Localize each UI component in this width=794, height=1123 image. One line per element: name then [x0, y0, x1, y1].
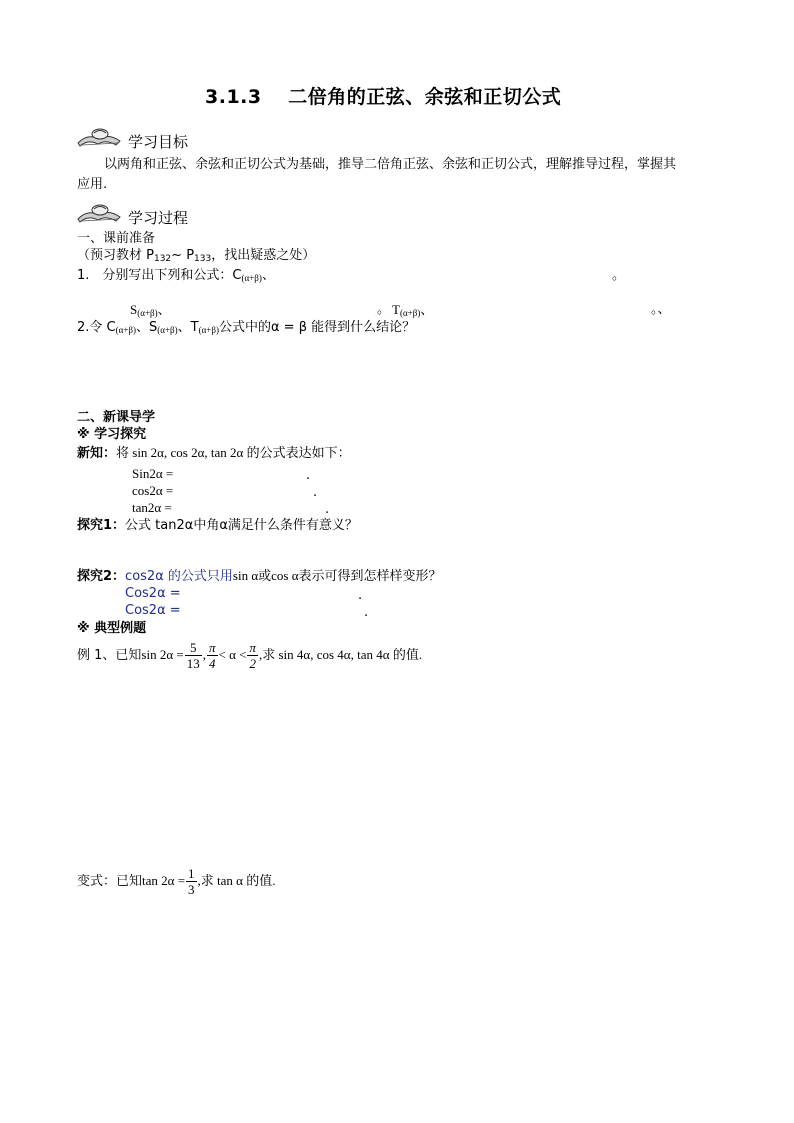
- new-lesson-heading: 二、新课导学: [77, 410, 156, 425]
- page-title: 3.1.3 二倍角的正弦、余弦和正切公式: [205, 86, 562, 108]
- formula-sin2a: Sin2α =: [132, 466, 174, 481]
- q1-t-end: 。、: [651, 302, 671, 317]
- example-1: 例 1、已知sin 2α = $\frac{5}{13}$ , $\frac{\pi}{4}$ < α < $\frac{\pi}{2}$ ,求 sin 4α, cos 4α, tan 4α 的值.: [77, 640, 423, 671]
- formula-tan2a: tan2α =: [132, 500, 172, 515]
- formula-sin2a-dot: .: [306, 468, 311, 483]
- cos2a-variant-1: Cos2α =: [125, 586, 181, 601]
- question-2: 2.令 $C_{(\alpha+\beta)}$、$S_{(\alpha+\beta)}$、$T_{(\alpha+\beta)}$公式中的α = β 能得到什么结论？: [77, 320, 416, 335]
- formula-tan2a-dot: .: [325, 502, 330, 517]
- q1-s-formula: $S_{(\alpha+\beta)}$、: [130, 302, 171, 318]
- goal-text-line1: 以两角和正弦、余弦和正切公式为基础，推导二倍角正弦、余弦和正切公式，理解推导过程，掌握其: [104, 157, 677, 172]
- q1-c-end: 。: [612, 268, 626, 283]
- process-heading: 学习过程: [128, 209, 189, 227]
- prep-note: （预习教材 $P_{132}\sim$ $P_{133}$，找出疑惑之处）: [77, 248, 316, 264]
- new-knowledge: 新知：将 sin 2α, cos 2α, tan 2α 的公式表达如下：: [77, 445, 351, 461]
- explore-2: 探究2：cos2α 的公式只用sin α或cos α表示可得到怎样样变形？: [77, 568, 442, 584]
- reading-book-icon: [76, 127, 122, 149]
- q1-t-formula: $T_{(\alpha+\beta)}$、: [392, 302, 434, 318]
- explore-heading: ※ 学习探究: [77, 427, 147, 442]
- fraction-5-13: $\frac{5}{13}$: [186, 640, 200, 671]
- goal-heading: 学习目标: [128, 133, 189, 151]
- prep-heading: 一、课前准备: [77, 231, 156, 246]
- explore-1: 探究1：公式 tan2α中角α满足什么条件有意义？: [77, 518, 358, 533]
- reading-book-icon: [76, 203, 122, 225]
- fraction-pi-2: $\frac{\pi}{2}$: [249, 640, 256, 671]
- q1-s-end: 。: [377, 302, 391, 317]
- fraction-1-3: $\frac{1}{3}$: [188, 866, 195, 897]
- formula-cos2a: cos2α =: [132, 483, 174, 498]
- formula-cos2a-dot: .: [313, 485, 318, 500]
- cos2a-variant-2: Cos2α =: [125, 603, 181, 618]
- fraction-pi-4: $\frac{\pi}{4}$: [208, 640, 216, 671]
- variant-exercise: 变式：已知tan 2α = $\frac{1}{3}$ ,求 tan α 的值.: [77, 866, 276, 897]
- cos2a-variant-2-dot: .: [364, 605, 369, 620]
- question-1: 1. 分别写出下列和公式：$C_{(\alpha+\beta)}$、: [77, 268, 275, 283]
- goal-text-line2: 应用.: [77, 177, 108, 192]
- cos2a-variant-1-dot: .: [358, 588, 363, 603]
- example-heading: ※ 典型例题: [77, 621, 147, 636]
